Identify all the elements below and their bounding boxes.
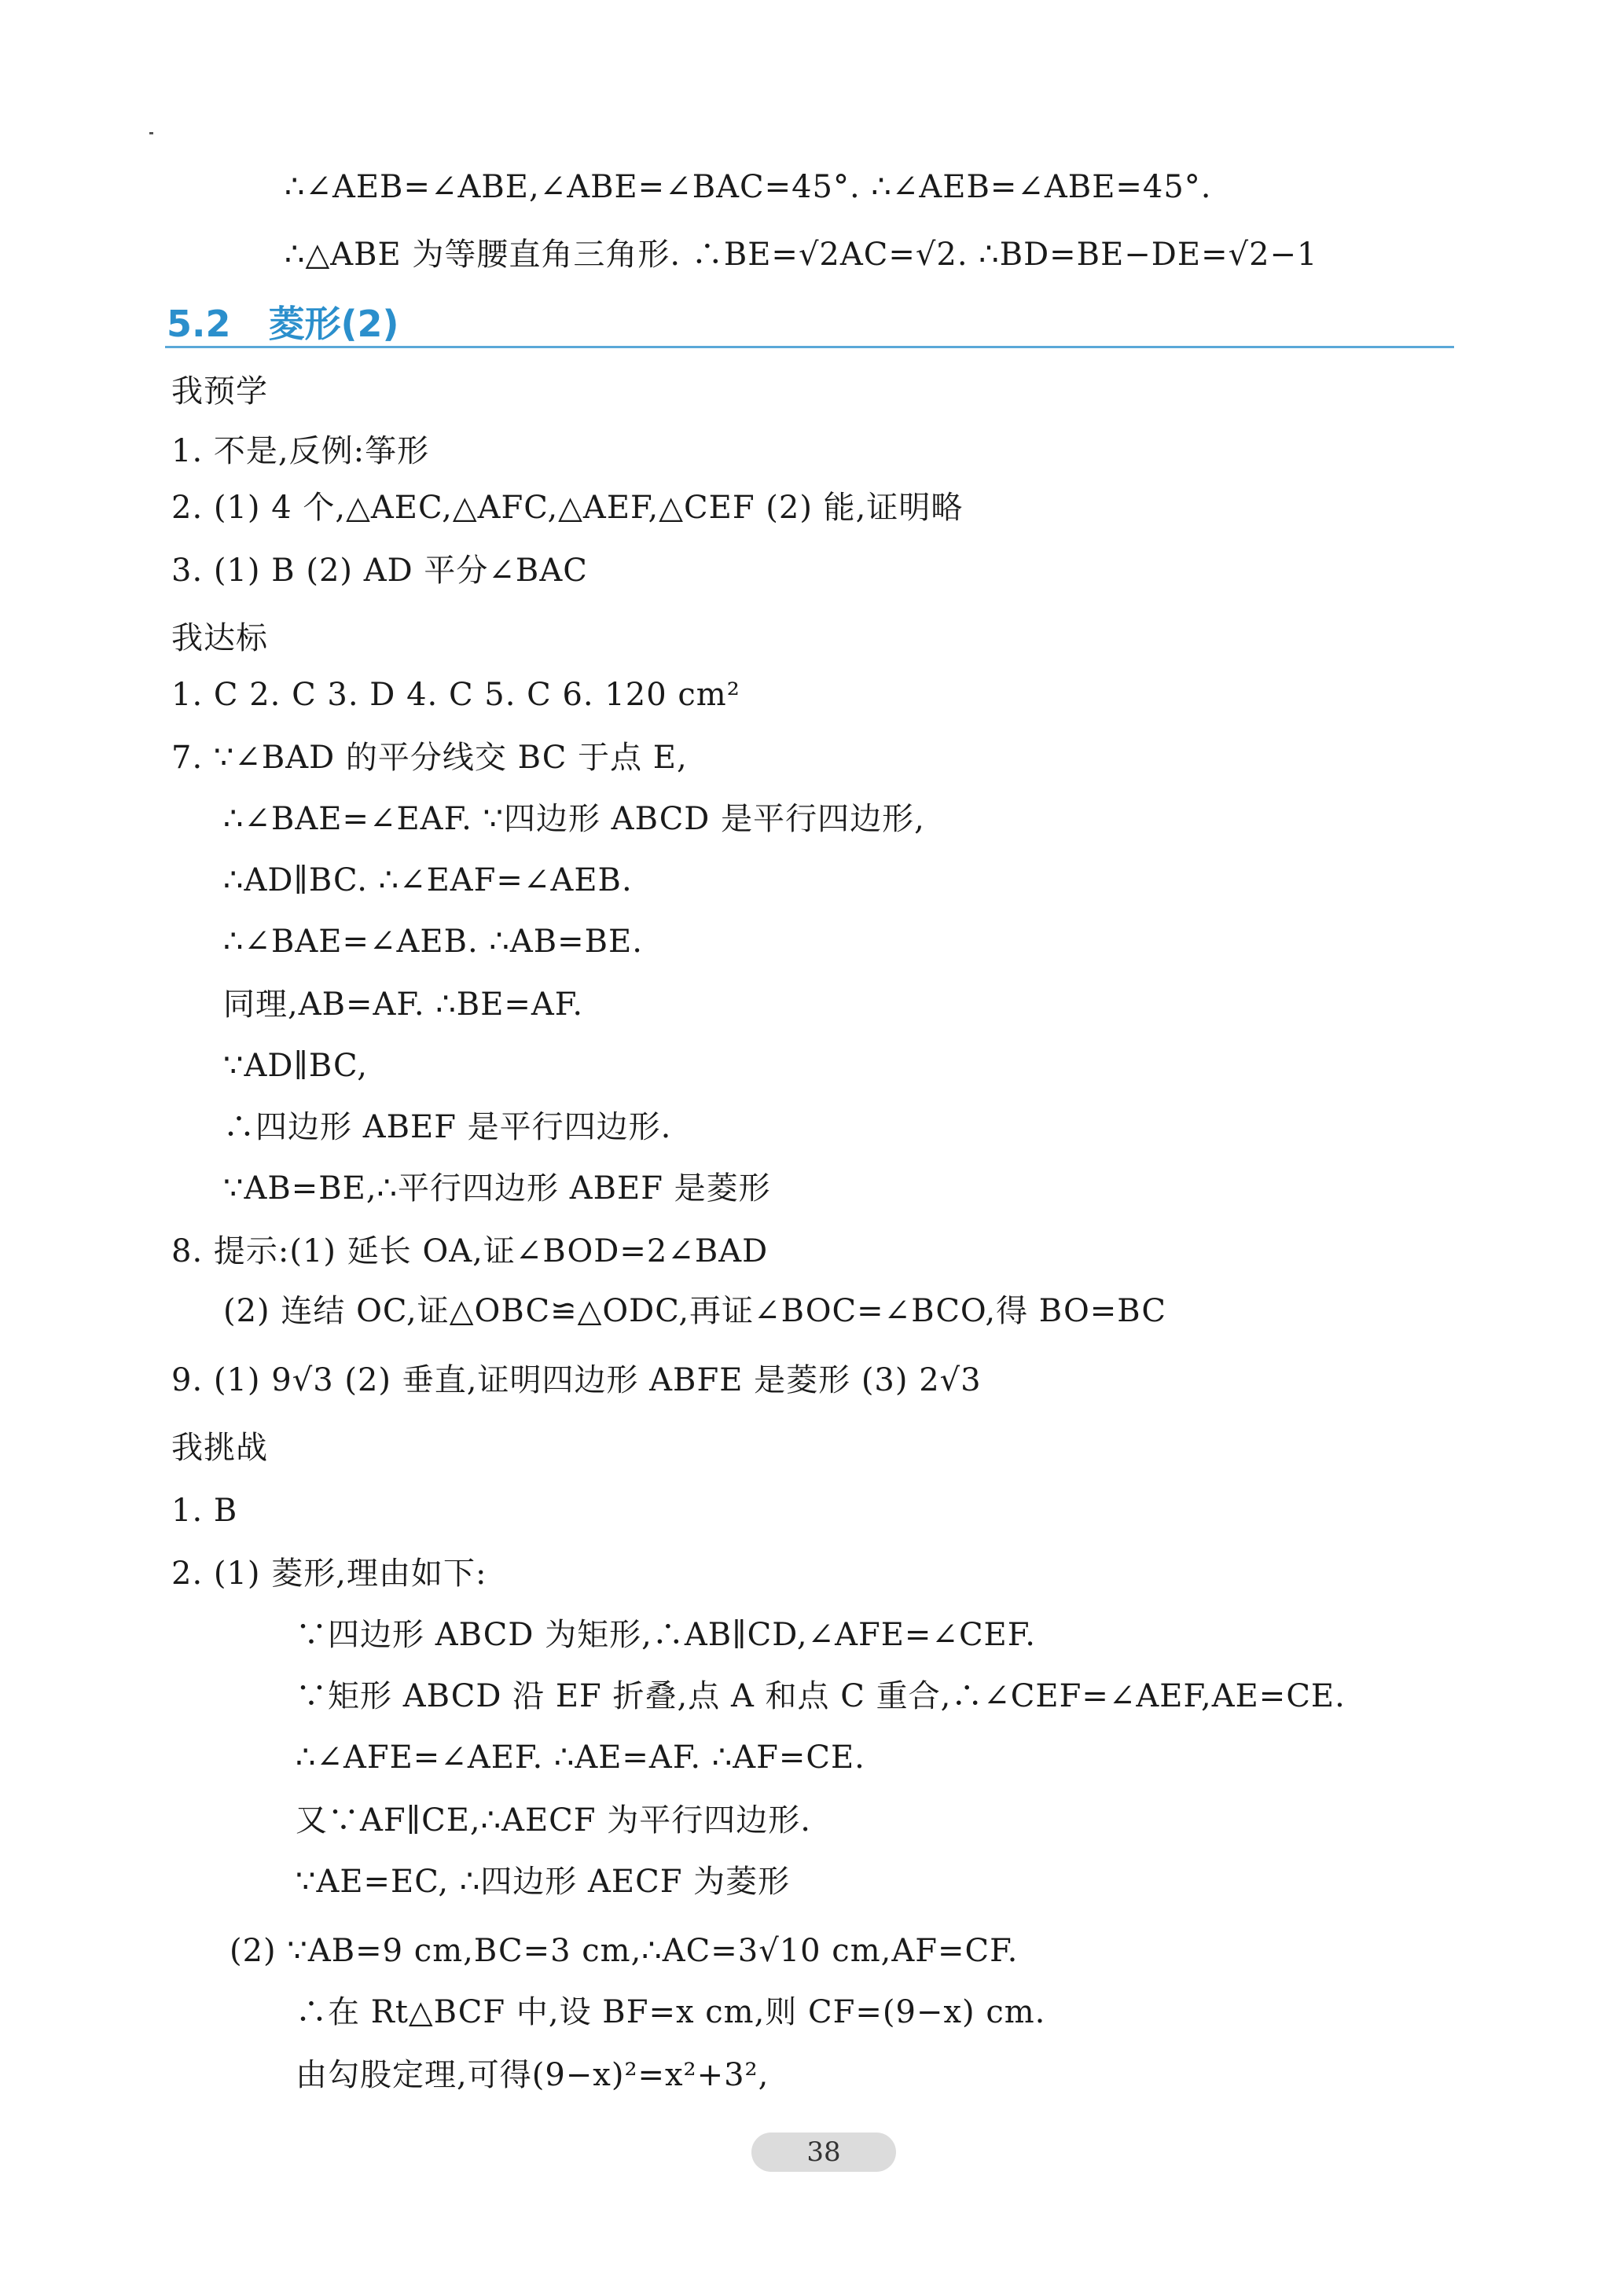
standard-item-1: 1. C 2. C 3. D 4. C 5. C 6. 120 cm² (171, 677, 740, 713)
section-rule (165, 346, 1454, 348)
section-title: 菱形(2) (268, 303, 399, 345)
standard-item-9: ∵AB=BE,∴平行四边形 ABEF 是菱形 (223, 1170, 771, 1207)
challenge-item-9: ∴在 Rt△BCF 中,设 BF=x cm,则 CF=(9−x) cm. (296, 1994, 1046, 2030)
scan-speck (149, 132, 153, 134)
preview-item-3: 3. (1) B (2) AD 平分∠BAC (171, 553, 588, 589)
challenge-item-7: ∵AE=EC, ∴四边形 AECF 为菱形 (296, 1864, 791, 1900)
challenge-item-2: 2. (1) 菱形,理由如下: (171, 1556, 487, 1592)
challenge-item-5: ∴∠AFE=∠AEF. ∴AE=AF. ∴AF=CE. (296, 1739, 865, 1776)
standard-item-4: ∴AD∥BC. ∴∠EAF=∠AEB. (223, 862, 633, 898)
challenge-item-1: 1. B (171, 1493, 238, 1529)
preview-label: 我预学 (171, 373, 268, 410)
standard-item-7: ∵AD∥BC, (223, 1048, 368, 1084)
section-number: 5.2 (167, 303, 231, 345)
challenge-item-10: 由勾股定理,可得(9−x)²=x²+3², (296, 2057, 769, 2093)
continuation-line-1: ∴∠AEB=∠ABE,∠ABE=∠BAC=45°. ∴∠AEB=∠ABE=45°. (285, 169, 1212, 205)
standard-item-10: 8. 提示:(1) 延长 OA,证∠BOD=2∠BAD (171, 1233, 769, 1269)
page-number-badge (751, 2133, 896, 2172)
standard-item-5: ∴∠BAE=∠AEB. ∴AB=BE. (223, 924, 643, 960)
standard-item-6: 同理,AB=AF. ∴BE=AF. (223, 986, 584, 1023)
standard-item-3: ∴∠BAE=∠EAF. ∵四边形 ABCD 是平行四边形, (223, 801, 925, 837)
standard-item-12: 9. (1) 9√3 (2) 垂直,证明四边形 ABFE 是菱形 (3) 2√3 (171, 1362, 982, 1398)
section-heading (167, 302, 399, 346)
standard-item-11: (2) 连结 OC,证△OBC≌△ODC,再证∠BOC=∠BCO,得 BO=BC (223, 1293, 1166, 1329)
challenge-item-3: ∵四边形 ABCD 为矩形,∴AB∥CD,∠AFE=∠CEF. (296, 1617, 1036, 1653)
page-number: 38 (806, 2136, 841, 2168)
preview-item-1: 1. 不是,反例:筝形 (171, 433, 430, 469)
challenge-item-8: (2) ∵AB=9 cm,BC=3 cm,∴AC=3√10 cm,AF=CF. (230, 1933, 1019, 1969)
challenge-label: 我挑战 (171, 1430, 268, 1466)
challenge-item-4: ∵矩形 ABCD 沿 EF 折叠,点 A 和点 C 重合,∴∠CEF=∠AEF,AE=CE. (296, 1678, 1346, 1714)
standard-item-8: ∴四边形 ABEF 是平行四边形. (223, 1109, 672, 1145)
standard-label: 我达标 (171, 620, 268, 656)
challenge-item-6: 又∵AF∥CE,∴AECF 为平行四边形. (296, 1802, 811, 1839)
preview-item-2: 2. (1) 4 个,△AEC,△AFC,△AEF,△CEF (2) 能,证明略 (171, 490, 964, 526)
standard-item-2: 7. ∵∠BAD 的平分线交 BC 于点 E, (171, 740, 688, 776)
continuation-line-2: ∴△ABE 为等腰直角三角形. ∴BE=√2AC=√2. ∴BD=BE−DE=√2−1 (285, 237, 1318, 273)
